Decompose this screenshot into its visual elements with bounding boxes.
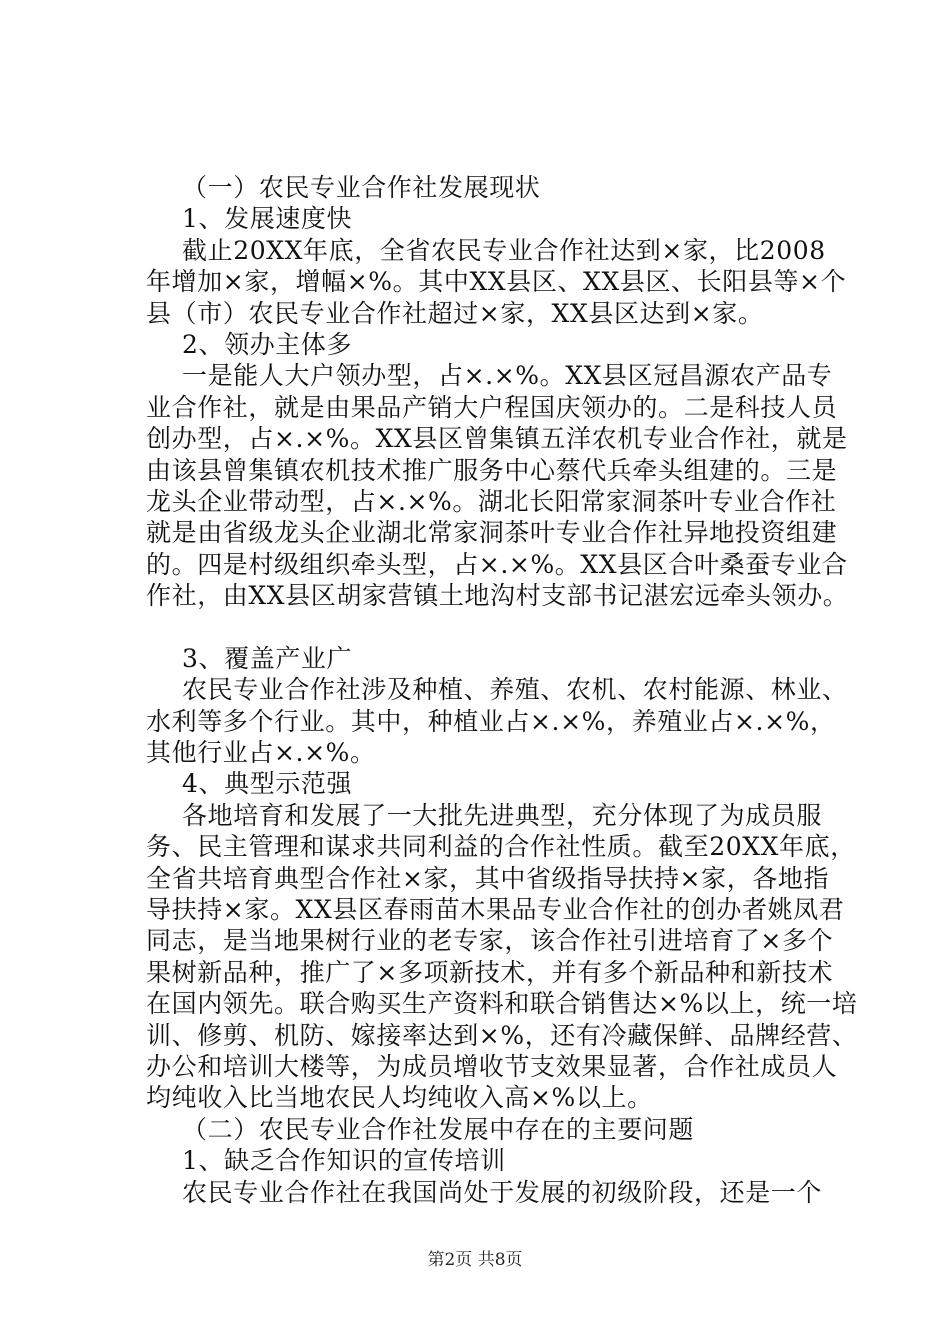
subheading: 1、发展速度快	[182, 204, 353, 234]
paragraph-line: 农民专业合作社涉及种植、养殖、农机、农村能源、林业、	[182, 675, 848, 705]
paragraph-line: 在国内领先。联合购买生产资料和联合销售达×%以上，统一培	[146, 989, 858, 1019]
paragraph-line: 年增加×家，增幅×%。其中XX县区、XX县区、长阳县等×个	[146, 267, 847, 297]
paragraph-line: 的。四是村级组织牵头型，占×.×%。XX县区合叶桑蚕专业合	[146, 549, 848, 579]
paragraph-line: 训、修剪、机防、嫁接率达到×%，还有冷藏保鲜、品牌经营、	[146, 1020, 858, 1050]
paragraph-line: 业合作社，就是由果品产销大户程国庆领办的。二是科技人员	[146, 392, 838, 422]
section-heading: （二）农民专业合作社发展中存在的主要问题	[182, 1114, 695, 1144]
paragraph-line: 农民专业合作社在我国尚处于发展的初级阶段，还是一个	[182, 1177, 823, 1207]
paragraph-line: 创办型，占×.×%。XX县区曾集镇五洋农机专业合作社，就是	[146, 424, 848, 454]
paragraph-line: 果树新品种，推广了×多项新技术，并有多个新品种和新技术	[146, 957, 834, 987]
paragraph-line: 导扶持×家。XX县区春雨苗木果品专业合作社的创办者姚凤君	[146, 894, 845, 924]
paragraph-line: 截止20XX年底，全省农民专业合作社达到×家，比2008	[182, 235, 826, 265]
subheading: 3、覆盖产业广	[182, 643, 353, 673]
paragraph-line: 作社，由XX县区胡家营镇土地沟村支部书记湛宏远牵头领办。	[146, 581, 849, 611]
subheading: 2、领办主体多	[182, 329, 353, 359]
paragraph-line: 各地培育和发展了一大批先进典型，充分体现了为成员服	[182, 800, 823, 830]
paragraph-line: 一是能人大户领办型，占×.×%。XX县区冠昌源农产品专	[182, 361, 833, 391]
paragraph-line: 水利等多个行业。其中，种植业占×.×%，养殖业占×.×%，	[146, 706, 836, 736]
paragraph-line: 均纯收入比当地农民人均纯收入高×%以上。	[146, 1083, 653, 1113]
paragraph-line: 全省共培育典型合作社×家，其中省级指导扶持×家，各地指	[146, 863, 830, 893]
blank-line	[146, 611, 836, 642]
paragraph-line: 办公和培训大楼等，为成员增收节支效果显著，合作社成员人	[146, 1051, 838, 1081]
paragraph-line: 其他行业占×.×%。	[146, 738, 376, 768]
paragraph-line: 务、民主管理和谋求共同利益的合作社性质。截至20XX年底，	[146, 832, 856, 862]
section-heading: （一）农民专业合作社发展现状	[182, 173, 541, 202]
document-body	[146, 172, 858, 1208]
paragraph-line: 就是由省级龙头企业湖北常家洞茶叶专业合作社异地投资组建	[146, 518, 838, 548]
subheading: 1、缺乏合作知识的宣传培训	[182, 1146, 506, 1176]
paragraph-line: 由该县曾集镇农机技术推广服务中心蔡代兵牵头组建的。三是	[146, 455, 838, 485]
paragraph-line: 县（市）农民专业合作社超过×家，XX县区达到×家。	[146, 298, 764, 328]
paragraph-line: 同志，是当地果树行业的老专家，该合作社引进培育了×多个	[146, 926, 834, 956]
page-footer: 第2页 共8页	[427, 1250, 523, 1270]
subheading: 4、典型示范强	[182, 769, 353, 799]
paragraph-line: 龙头企业带动型，占×.×%。湖北长阳常家洞茶叶专业合作社	[146, 486, 837, 516]
